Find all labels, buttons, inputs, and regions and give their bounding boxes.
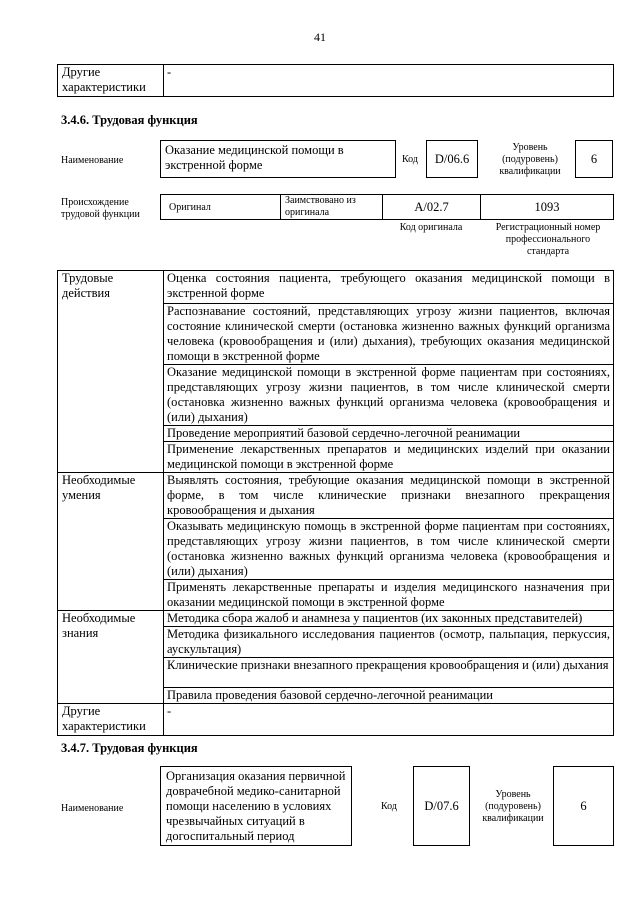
- reg-number-caption: Регистрационный номер профессионального стандарта: [495, 222, 601, 257]
- origin-boxes: [160, 194, 614, 220]
- level-label: Уровень (подуровень) квалификации: [482, 789, 544, 824]
- origin-label: Происхождение трудовой функции: [61, 197, 140, 220]
- function-name-box: [160, 140, 396, 178]
- origin-divider-1: [280, 195, 281, 219]
- other-characteristics-label: Другие характеристики: [58, 65, 164, 97]
- labor-action-item: Оценка состояния пациента, требующего оказания медицинской помощи в экстренной форме: [164, 271, 614, 304]
- code-label: Код: [402, 154, 418, 165]
- reg-number-value: 1093: [534, 200, 560, 214]
- skill-item: Применять лекарственные препараты и изделия медицинского назначения при оказании медицинской помощи в экстренной форме: [164, 580, 614, 611]
- skill-item: Выявлять состояния, требующие оказания медицинской помощи в экстренной форме, в том числе клинические признаки внезапного прекращения кровообращения и дыхания: [164, 473, 614, 519]
- code-label: Код: [381, 801, 397, 812]
- other-characteristics-label: Другие характеристики: [58, 704, 164, 736]
- original-code-value: A/02.7: [414, 200, 449, 214]
- page-number: 41: [314, 30, 326, 44]
- section-347-heading: 3.4.7. Трудовая функция: [61, 741, 198, 755]
- skills-label: Необходимые умения: [58, 473, 164, 611]
- level-value: 6: [590, 151, 598, 166]
- name-label: Наименование: [61, 803, 124, 814]
- level-box: [553, 766, 614, 846]
- borrowed-label: Заимствовано из оригинала: [285, 195, 356, 218]
- labor-actions-label: Трудовые действия: [58, 271, 164, 473]
- level-box: [575, 140, 613, 178]
- name-label: Наименование: [61, 155, 124, 166]
- level-label: Уровень (подуровень) квалификации: [499, 142, 561, 177]
- code-value: D/07.6: [424, 798, 459, 813]
- skill-item: Оказывать медицинскую помощь в экстренной форме пациентам при состояниях, представляющих угрозу жизни пациентов, в том числе клинической смерти (остановка жизненно важных функций организма человека (кровообращения и (или) дыхания): [164, 519, 614, 580]
- function-name-value: Оказание медицинской помощи в экстренной форме: [165, 143, 344, 172]
- other-characteristics-value: -: [164, 65, 614, 97]
- original-code-caption: Код оригинала: [399, 222, 463, 233]
- labor-function-table: [57, 270, 614, 736]
- knowledge-label: Необходимые знания: [58, 611, 164, 704]
- labor-action-item: Проведение мероприятий базовой сердечно-легочной реанимации: [164, 426, 614, 442]
- code-value: D/06.6: [434, 151, 470, 166]
- original-label: Оригинал: [169, 202, 211, 213]
- other-characteristics-value: -: [164, 704, 614, 736]
- labor-action-item: Оказание медицинской помощи в экстренной форме пациентам при состояниях, представляющих угрозу жизни пациентов, в том числе клинической смерти (остановка жизненно важных функций организма человека (кровообращения и (или) дыхания): [164, 365, 614, 426]
- knowledge-item: Методика сбора жалоб и анамнеза у пациентов (их законных представителей): [164, 611, 614, 627]
- section-346-heading: 3.4.6. Трудовая функция: [61, 113, 198, 127]
- function-name-box: [160, 766, 352, 846]
- labor-action-item: Применение лекарственных препаратов и медицинских изделий при оказании медицинской помощи в экстренной форме: [164, 442, 614, 473]
- function-name-value: Организация оказания первичной доврачебной медико-санитарной помощи населению в условиях чрезвычайных ситуаций в догоспитальный период: [166, 769, 346, 843]
- knowledge-item: Методика физикального исследования пациентов (осмотр, пальпация, перкуссия, аускультация): [164, 627, 614, 658]
- level-value: 6: [580, 798, 587, 813]
- code-box: [426, 140, 478, 178]
- code-box: [413, 766, 470, 846]
- knowledge-item: Правила проведения базовой сердечно-легочной реанимации: [164, 688, 614, 704]
- labor-action-item: Распознавание состояний, представляющих угрозу жизни пациентов, включая состояние клинической смерти (остановка жизненно важных функций организма человека (кровообращения и (или) дыхания), требующих оказания медицинской помощи в экстренной форме: [164, 304, 614, 365]
- top-other-characteristics-table: [57, 64, 614, 97]
- knowledge-item: Клинические признаки внезапного прекращения кровообращения и (или) дыхания: [164, 658, 614, 688]
